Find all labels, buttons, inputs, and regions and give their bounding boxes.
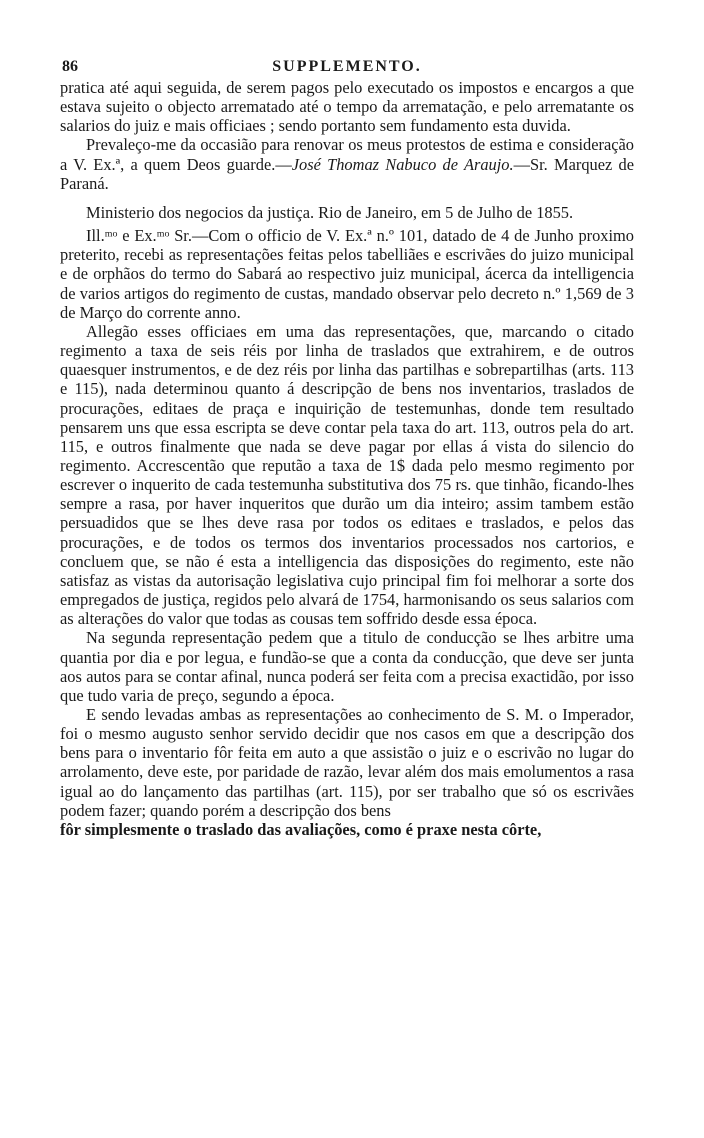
body-paragraph-3: Na segunda representação pedem que a titulo de conducção se lhes arbitre uma quantia por dia e por legua, e fundão-se que a conta da conducção, que deve ser junta aos autos para se contar afinal, nunca poderá ser feita com a precisa exactidão, por isso que tudo varia de preço, segundo a época.	[60, 628, 634, 705]
body-paragraph-4: E sendo levadas ambas as representações ao conhecimento de S. M. o Imperador, foi o mesmo augusto senhor servido decidir que nos casos em que a descripção dos bens para o inventario fôr feita em auto a que assistão o juiz e o escrivão no lugar do arrolamento, deve este, por paridade de razão, levar além dos mais emolumentos a rasa igual ao do lançamento das partilhas (art. 115), por ser trabalho que só os escrivães podem fazer; quando porém a descripção dos bens	[60, 705, 634, 820]
closing-paragraph	[60, 135, 634, 192]
page-number: 86	[62, 58, 78, 75]
page-header	[60, 52, 634, 78]
body-paragraph-1: Ill.ᵐᵒ e Ex.ᵐᵒ Sr.—Com o officio de V. Ex.ª n.º 101, datado de 4 de Junho proximo preterito, recebi as representações feitas pelos tabelliães e escrivães do juizo municipal e de orphãos do termo do Sabará ao respectivo juiz municipal, ácerca da intelligencia de varios artigos do regimento de custas, mandado observar pelo decreto n.º 1,569 de 3 de Março do corrente anno.	[60, 226, 634, 322]
document-heading: Ministerio dos negocios da justiça. Rio de Janeiro, em 5 de Julho de 1855.	[86, 202, 574, 222]
closing-text: Prevaleço-me da occasião para renovar os meus protestos de estima e consideração a V. Ex.ª, a quem Deos guarde.—	[60, 135, 634, 174]
running-head: SUPPLEMENTO.	[272, 58, 422, 75]
document-page	[60, 52, 634, 839]
addressee: —Sr. Marquez de Paraná.	[60, 154, 634, 193]
body-paragraph-4-last-line: fôr simplesmente o traslado das avaliações, como é praxe nesta côrte,	[60, 819, 542, 839]
letter-end-paragraph: pratica até aqui seguida, de serem pagos pelo executado os impostos e encargos a que estava sujeito o objecto arrematado até o tempo da arrematação, e pelo arrematante os salarios do juiz e mais officiaes ; sendo portanto sem fundamento esta duvida.	[60, 78, 634, 136]
body-paragraph-2: Allegão esses officiaes em uma das representações, que, marcando o citado regimento a taxa de seis réis por linha de traslados que extrahirem, e de outros quaesquer instrumentos, e de dez réis por linha das partilhas e sobrepartilhas (arts. 113 e 115), nada determinou quanto á descripção de bens nos inventarios, traslados de procurações, editaes de praça e inquirição de testemunhas, donde tem resultado pensarem uns que essa escripta se deve contar pela taxa do art. 113, outros pela do art. 115, e outros finalmente que nada se deve pagar por ellas á vista do silencio do regimento. Accrescentão que reputão a taxa de 1$ dada pelo mesmo regimento por escrever o inquerito de cada testemunha substitutiva dos 75 rs. que tinhão, ficando-lhes sempre a rasa, por haver inqueritos que durão um dia inteiro; assim tambem estão persuadidos que se lhes deve rasa por todos os editaes e traslados, e pelos das procurações, e de todos os termos dos inventarios processados nos cartorios, e concluem que, se não é esta a intelligencia das disposições do regimento, este não satisfaz as vistas da autorisação legislativa cujo principal fim foi melhorar a sorte dos empregados de justiça, regidos pelo alvará de 1754, harmonisando os seus salarios com as alterações do valor que todas as cousas tem soffrido desde essa época.	[60, 321, 634, 629]
signature: José Thomaz Nabuco de Araujo.	[291, 154, 514, 174]
